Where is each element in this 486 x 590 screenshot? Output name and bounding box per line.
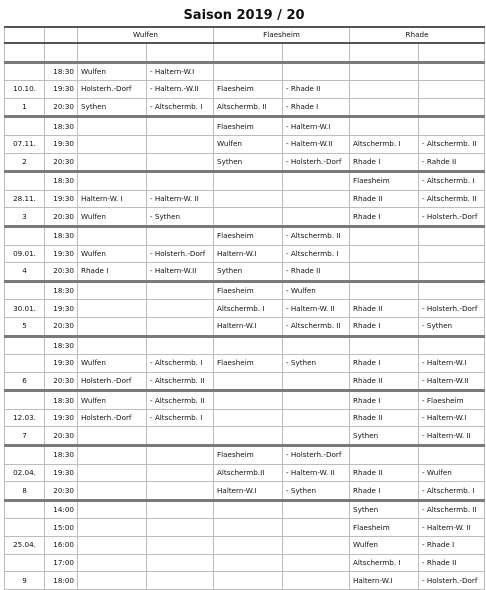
away-team-cell: - Altschermb. II <box>419 500 485 519</box>
away-team-cell <box>147 427 214 446</box>
home-team-cell <box>78 572 147 590</box>
time-cell: 18:30 <box>45 281 78 300</box>
away-team-cell <box>283 537 350 555</box>
home-team-cell <box>78 519 147 537</box>
round-number: 8 <box>5 482 45 501</box>
header-date-cell <box>5 27 45 43</box>
away-team-cell: - Altschermb. II <box>419 135 485 153</box>
away-team-cell: - Haltern-W. II <box>283 464 350 482</box>
away-team-cell <box>283 554 350 572</box>
away-team-cell: - Haltern-W.II <box>147 263 214 282</box>
home-team-cell <box>350 245 419 263</box>
home-team-cell <box>78 153 147 172</box>
match-date: 09.01. <box>5 245 45 263</box>
time-cell: 19:30 <box>45 300 78 318</box>
away-team-cell <box>283 43 350 62</box>
away-team-cell: - Holsterh.-Dorf <box>419 572 485 590</box>
away-team-cell <box>283 519 350 537</box>
away-team-cell: - Haltern-W. II <box>419 519 485 537</box>
schedule-row <box>5 172 485 191</box>
away-team-cell <box>147 572 214 590</box>
away-team-cell: - Altschermb. I <box>419 482 485 501</box>
time-cell: 19:30 <box>45 190 78 208</box>
home-team-cell <box>78 317 147 336</box>
away-team-cell: - Holsterh.-Dorf <box>283 153 350 172</box>
home-team-cell <box>214 172 283 191</box>
away-team-cell <box>147 153 214 172</box>
away-team-cell: - Haltern-W.II <box>419 372 485 391</box>
away-team-cell: - Rahde II <box>419 153 485 172</box>
home-team-cell <box>78 537 147 555</box>
venue-header-rhade: Rhade <box>350 27 485 43</box>
round-number: 5 <box>5 317 45 336</box>
away-team-cell <box>283 172 350 191</box>
away-team-cell: - Altschermb. I <box>283 245 350 263</box>
away-team-cell <box>283 190 350 208</box>
time-cell: 19:30 <box>45 81 78 99</box>
home-team-cell: Flaesheim <box>350 172 419 191</box>
time-cell: 19:30 <box>45 355 78 373</box>
home-team-cell <box>78 500 147 519</box>
away-team-cell <box>419 117 485 136</box>
home-team-cell: Wulfen <box>78 391 147 410</box>
away-team-cell: - Rhade I <box>283 98 350 117</box>
away-team-cell <box>147 554 214 572</box>
schedule-row <box>5 500 485 519</box>
home-team-cell: Sythen <box>78 98 147 117</box>
away-team-cell: - Holsterh.-Dorf <box>283 446 350 465</box>
home-team-cell: Holsterh.-Dorf <box>78 81 147 99</box>
home-team-cell <box>78 482 147 501</box>
away-team-cell <box>147 117 214 136</box>
home-team-cell <box>350 446 419 465</box>
home-team-cell <box>350 263 419 282</box>
away-team-cell: - Rhade I <box>419 537 485 555</box>
home-team-cell <box>78 117 147 136</box>
home-team-cell: Wulfen <box>214 135 283 153</box>
time-cell: 19:30 <box>45 135 78 153</box>
away-team-cell <box>283 572 350 590</box>
schedule-row <box>5 446 485 465</box>
away-team-cell: - Altschermb. I <box>147 355 214 373</box>
home-team-cell <box>350 81 419 99</box>
home-team-cell <box>78 554 147 572</box>
round-number: 1 <box>5 98 45 117</box>
home-team-cell: Haltern-W.I <box>214 245 283 263</box>
date-cell <box>5 117 45 136</box>
home-team-cell <box>78 226 147 245</box>
schedule-row <box>5 409 485 427</box>
home-team-cell <box>78 336 147 355</box>
header-row <box>5 27 485 43</box>
home-team-cell: Flaesheim <box>214 81 283 99</box>
home-team-cell: Flaesheim <box>214 446 283 465</box>
away-team-cell: - Haltern-W. II <box>283 300 350 318</box>
away-team-cell <box>147 336 214 355</box>
away-team-cell: - Haltern-W.I <box>419 355 485 373</box>
home-team-cell: Altschermb. I <box>350 135 419 153</box>
home-team-cell: Flaesheim <box>350 519 419 537</box>
home-team-cell: Altschermb. I <box>350 554 419 572</box>
schedule-sheet <box>4 6 484 590</box>
home-team-cell <box>214 62 283 81</box>
away-team-cell: - Altschermb. II <box>419 190 485 208</box>
schedule-row <box>5 391 485 410</box>
away-team-cell <box>283 372 350 391</box>
time-cell: 15:00 <box>45 519 78 537</box>
home-team-cell: Sythen <box>214 263 283 282</box>
date-cell <box>5 554 45 572</box>
away-team-cell <box>147 172 214 191</box>
home-team-cell: Altschermb. II <box>214 98 283 117</box>
away-team-cell <box>419 98 485 117</box>
time-cell <box>45 43 78 62</box>
schedule-row <box>5 208 485 227</box>
date-cell <box>5 172 45 191</box>
away-team-cell: - Haltern-W.I <box>283 117 350 136</box>
round-number: 6 <box>5 372 45 391</box>
schedule-row <box>5 427 485 446</box>
away-team-cell: - Altschermb. II <box>147 391 214 410</box>
schedule-row <box>5 263 485 282</box>
round-number: 7 <box>5 427 45 446</box>
round-number: 9 <box>5 572 45 590</box>
home-team-cell <box>214 372 283 391</box>
time-cell: 20:30 <box>45 317 78 336</box>
home-team-cell: Wulfen <box>78 355 147 373</box>
time-cell: 19:30 <box>45 409 78 427</box>
away-team-cell: - Altschermb. II <box>283 226 350 245</box>
home-team-cell: Altschermb. I <box>214 300 283 318</box>
match-date: 02.04. <box>5 464 45 482</box>
away-team-cell <box>147 226 214 245</box>
schedule-row <box>5 43 485 62</box>
match-date <box>5 43 45 62</box>
away-team-cell <box>283 62 350 81</box>
schedule-row <box>5 372 485 391</box>
match-date: 28.11. <box>5 190 45 208</box>
home-team-cell: Wulfen <box>78 245 147 263</box>
away-team-cell <box>283 391 350 410</box>
home-team-cell: Rhade I <box>350 482 419 501</box>
home-team-cell: Rhade I <box>350 317 419 336</box>
home-team-cell: Rhade II <box>350 409 419 427</box>
home-team-cell <box>214 500 283 519</box>
away-team-cell: - Haltern-W.I <box>147 62 214 81</box>
home-team-cell <box>350 43 419 62</box>
round-number: 3 <box>5 208 45 227</box>
home-team-cell <box>350 336 419 355</box>
away-team-cell: - Haltern-W.II <box>283 135 350 153</box>
time-cell: 20:30 <box>45 263 78 282</box>
home-team-cell: Haltern-W.I <box>214 317 283 336</box>
schedule-row <box>5 281 485 300</box>
away-team-cell <box>147 43 214 62</box>
match-date: 07.11. <box>5 135 45 153</box>
away-team-cell <box>147 537 214 555</box>
away-team-cell <box>147 446 214 465</box>
away-team-cell <box>283 409 350 427</box>
time-cell: 18:30 <box>45 336 78 355</box>
schedule-row <box>5 62 485 81</box>
home-team-cell: Haltern-W.I <box>214 482 283 501</box>
home-team-cell: Wulfen <box>78 208 147 227</box>
home-team-cell: Rhade II <box>350 372 419 391</box>
away-team-cell: - Haltern.-W.II <box>147 81 214 99</box>
home-team-cell <box>214 427 283 446</box>
home-team-cell <box>78 43 147 62</box>
away-team-cell: - Haltern-W.I <box>419 409 485 427</box>
match-date: 12.03. <box>5 409 45 427</box>
home-team-cell <box>214 537 283 555</box>
away-team-cell <box>419 81 485 99</box>
away-team-cell: - Altschermb. I <box>147 98 214 117</box>
date-cell <box>5 446 45 465</box>
schedule-row <box>5 117 485 136</box>
home-team-cell <box>214 336 283 355</box>
time-cell: 20:30 <box>45 98 78 117</box>
schedule-row <box>5 153 485 172</box>
home-team-cell: Rhade I <box>350 355 419 373</box>
venue-header-wulfen: Wulfen <box>78 27 214 43</box>
time-cell: 18:30 <box>45 62 78 81</box>
match-date: 30.01. <box>5 300 45 318</box>
home-team-cell: Rhade I <box>350 208 419 227</box>
home-team-cell <box>214 190 283 208</box>
home-team-cell: Wulfen <box>78 62 147 81</box>
home-team-cell: Flaesheim <box>214 355 283 373</box>
home-team-cell <box>78 281 147 300</box>
home-team-cell <box>78 464 147 482</box>
match-date: 25.04. <box>5 537 45 555</box>
schedule-row <box>5 572 485 590</box>
date-cell <box>5 391 45 410</box>
schedule-row <box>5 135 485 153</box>
home-team-cell <box>214 554 283 572</box>
home-team-cell: Rhade I <box>350 391 419 410</box>
away-team-cell: - Holsterh.-Dorf <box>419 208 485 227</box>
schedule-body <box>5 27 485 589</box>
schedule-row <box>5 190 485 208</box>
away-team-cell <box>283 500 350 519</box>
away-team-cell: - Rhade II <box>283 81 350 99</box>
away-team-cell <box>419 245 485 263</box>
away-team-cell <box>283 336 350 355</box>
match-date: 10.10. <box>5 81 45 99</box>
time-cell: 20:30 <box>45 153 78 172</box>
home-team-cell: Rhade II <box>350 190 419 208</box>
home-team-cell: Wulfen <box>350 537 419 555</box>
time-cell: 20:30 <box>45 427 78 446</box>
away-team-cell <box>147 317 214 336</box>
away-team-cell: - Sythen <box>283 355 350 373</box>
away-team-cell: - Sythen <box>419 317 485 336</box>
schedule-row <box>5 226 485 245</box>
schedule-row <box>5 554 485 572</box>
schedule-row <box>5 336 485 355</box>
home-team-cell <box>214 572 283 590</box>
schedule-row <box>5 245 485 263</box>
schedule-row <box>5 537 485 555</box>
schedule-row <box>5 519 485 537</box>
time-cell: 18:00 <box>45 572 78 590</box>
away-team-cell: - Altschermb. II <box>283 317 350 336</box>
away-team-cell: - Rhade II <box>283 263 350 282</box>
away-team-cell <box>419 336 485 355</box>
time-cell: 18:30 <box>45 391 78 410</box>
home-team-cell: Rhade I <box>78 263 147 282</box>
time-cell: 20:30 <box>45 482 78 501</box>
away-team-cell: - Flaesheim <box>419 391 485 410</box>
date-cell <box>5 226 45 245</box>
schedule-row <box>5 482 485 501</box>
home-team-cell <box>78 300 147 318</box>
away-team-cell <box>147 464 214 482</box>
header-time-cell <box>45 27 78 43</box>
date-cell <box>5 519 45 537</box>
away-team-cell <box>147 135 214 153</box>
home-team-cell: Haltern-W. I <box>78 190 147 208</box>
home-team-cell: Sythen <box>350 500 419 519</box>
time-cell: 19:30 <box>45 464 78 482</box>
home-team-cell <box>78 172 147 191</box>
home-team-cell: Rhade II <box>350 464 419 482</box>
time-cell: 20:30 <box>45 372 78 391</box>
home-team-cell: Flaesheim <box>214 226 283 245</box>
away-team-cell: - Sythen <box>283 482 350 501</box>
away-team-cell <box>283 427 350 446</box>
home-team-cell: Flaesheim <box>214 117 283 136</box>
home-team-cell: Haltern-W.I <box>350 572 419 590</box>
home-team-cell <box>350 281 419 300</box>
time-cell: 14:00 <box>45 500 78 519</box>
home-team-cell: Flaesheim <box>214 281 283 300</box>
away-team-cell: - Sythen <box>147 208 214 227</box>
home-team-cell <box>214 409 283 427</box>
time-cell: 19:30 <box>45 245 78 263</box>
away-team-cell <box>283 208 350 227</box>
home-team-cell: Holsterh.-Dorf <box>78 372 147 391</box>
date-cell <box>5 281 45 300</box>
away-team-cell <box>419 43 485 62</box>
away-team-cell: - Holsterh.-Dorf <box>147 245 214 263</box>
away-team-cell <box>147 482 214 501</box>
page-title: Saison 2019 / 20 <box>183 8 305 23</box>
home-team-cell <box>78 446 147 465</box>
time-cell: 20:30 <box>45 208 78 227</box>
home-team-cell <box>78 135 147 153</box>
away-team-cell: - Holsterh.-Dorf <box>419 300 485 318</box>
away-team-cell <box>147 300 214 318</box>
time-cell: 18:30 <box>45 172 78 191</box>
home-team-cell <box>350 226 419 245</box>
away-team-cell: - Altschermb. II <box>147 372 214 391</box>
venue-header-flaesheim: Flaesheim <box>214 27 350 43</box>
schedule-table <box>4 26 485 590</box>
away-team-cell <box>147 500 214 519</box>
away-team-cell: - Altschermb. I <box>147 409 214 427</box>
time-cell: 18:30 <box>45 226 78 245</box>
home-team-cell: Holsterh.-Dorf <box>78 409 147 427</box>
away-team-cell <box>419 62 485 81</box>
time-cell: 18:30 <box>45 117 78 136</box>
away-team-cell <box>419 281 485 300</box>
date-cell <box>5 336 45 355</box>
away-team-cell: - Altschermb. I <box>419 172 485 191</box>
home-team-cell: Rhade II <box>350 300 419 318</box>
home-team-cell: Sythen <box>214 153 283 172</box>
schedule-row <box>5 81 485 99</box>
schedule-row <box>5 355 485 373</box>
home-team-cell <box>214 208 283 227</box>
away-team-cell: - Wulfen <box>283 281 350 300</box>
home-team-cell <box>214 43 283 62</box>
match-date <box>5 355 45 373</box>
round-number: 2 <box>5 153 45 172</box>
away-team-cell <box>419 446 485 465</box>
home-team-cell <box>78 427 147 446</box>
date-cell <box>5 62 45 81</box>
away-team-cell: - Haltern-W. II <box>419 427 485 446</box>
schedule-row <box>5 317 485 336</box>
away-team-cell: - Haltern-W. II <box>147 190 214 208</box>
away-team-cell: - Wulfen <box>419 464 485 482</box>
away-team-cell: - Rhade II <box>419 554 485 572</box>
schedule-row <box>5 464 485 482</box>
schedule-row <box>5 98 485 117</box>
time-cell: 17:00 <box>45 554 78 572</box>
round-number: 4 <box>5 263 45 282</box>
home-team-cell: Rhade I <box>350 153 419 172</box>
home-team-cell <box>350 62 419 81</box>
away-team-cell <box>147 281 214 300</box>
home-team-cell: Sythen <box>350 427 419 446</box>
home-team-cell <box>214 519 283 537</box>
time-cell: 18:30 <box>45 446 78 465</box>
home-team-cell <box>350 117 419 136</box>
home-team-cell <box>214 391 283 410</box>
home-team-cell <box>350 98 419 117</box>
schedule-row <box>5 300 485 318</box>
home-team-cell: Altschermb.II <box>214 464 283 482</box>
away-team-cell <box>419 226 485 245</box>
away-team-cell <box>147 519 214 537</box>
away-team-cell <box>419 263 485 282</box>
time-cell: 16:00 <box>45 537 78 555</box>
date-cell <box>5 500 45 519</box>
